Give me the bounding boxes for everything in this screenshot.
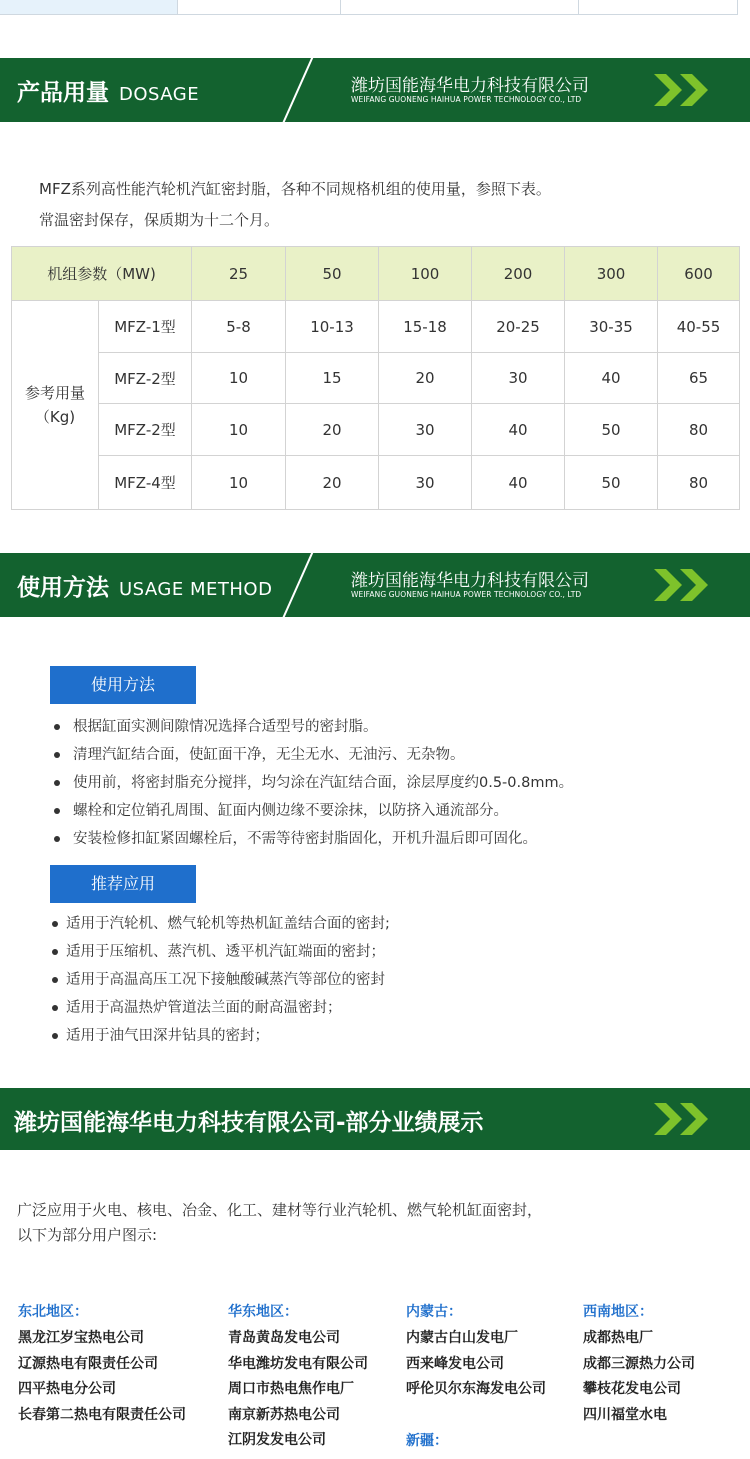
value-cell: 80 [658, 404, 740, 456]
region-southwest [583, 1303, 695, 1431]
value-cell: 30 [472, 353, 565, 404]
usage-method-tag: 使用方法 [50, 666, 196, 704]
value-cell: 20-25 [472, 301, 565, 353]
performance-intro-line1: 广泛应用于火电、核电、冶金、化工、建材等行业汽轮机、燃气轮机缸面密封， [17, 1201, 543, 1219]
region-title: 新疆： [406, 1433, 448, 1449]
double-chevron-right-icon [654, 72, 712, 108]
model-cell: MFZ-1型 [99, 301, 192, 353]
value-cell: 10 [192, 353, 286, 404]
list-item-text: 根据缸面实测间隙情况选择合适型号的密封脂。 [73, 719, 378, 735]
list-item [54, 741, 573, 769]
usage-method-list [54, 713, 573, 853]
customer-item: 辽源热电有限责任公司 [18, 1355, 158, 1372]
table-row [12, 353, 740, 404]
table-fragment-cell [341, 0, 579, 15]
value-cell: 50 [565, 456, 658, 510]
table-row [12, 301, 740, 353]
value-cell: 20 [286, 456, 379, 510]
banner-divider [280, 553, 314, 617]
performance-intro-line2: 以下为部分用户图示: [17, 1226, 158, 1244]
region-inner-mongolia [406, 1303, 546, 1406]
bullet-dot [54, 780, 60, 786]
list-item [52, 966, 390, 994]
value-cell: 50 [565, 404, 658, 456]
value-cell: 10-13 [286, 301, 379, 353]
reference-dosage-header [12, 301, 99, 510]
section-title-en: DOSAGE [119, 84, 200, 105]
value-cell: 15 [286, 353, 379, 404]
value-cell: 80 [658, 456, 740, 510]
row-header-line2: （Kg) [34, 408, 76, 426]
value-cell: 30-35 [565, 301, 658, 353]
section-title: 潍坊国能海华电力科技有限公司-部分业绩展示 [14, 1110, 484, 1136]
model-cell: MFZ-2型 [99, 404, 192, 456]
list-item [54, 769, 573, 797]
list-item-text: 清理汽缸结合面，使缸面干净，无尘无水、无油污、无杂物。 [73, 747, 465, 763]
customer-item: 四平热电分公司 [18, 1381, 116, 1397]
recommended-application-tag: 推荐应用 [50, 865, 196, 903]
value-cell: 20 [379, 353, 472, 404]
dosage-section-banner [0, 58, 750, 122]
table-fragment-cell [178, 0, 341, 15]
list-item-text: 适用于高温热炉管道法兰面的耐高温密封； [66, 1000, 342, 1016]
value-cell: 30 [379, 404, 472, 456]
list-item [54, 797, 573, 825]
customer-item: 长春第二热电有限责任公司 [18, 1406, 186, 1423]
customer-item: 周口市热电焦作电厂 [228, 1381, 354, 1397]
banner-divider [280, 58, 314, 122]
region-title: 东北地区： [18, 1304, 88, 1320]
list-item-text: 适用于汽轮机、燃气轮机等热机缸盖结合面的密封; [66, 916, 390, 932]
list-item [52, 910, 390, 938]
region-northeast [18, 1303, 186, 1431]
dosage-intro-line1: MFZ系列高性能汽轮机汽缸密封脂，各种不同规格机组的使用量，参照下表。 [39, 180, 551, 198]
customer-item: 南京新苏热电公司 [228, 1406, 340, 1423]
list-item-text: 适用于压缩机、蒸汽机、透平机汽缸端面的密封； [66, 944, 385, 960]
value-cell: 40 [565, 353, 658, 404]
value-cell: 10 [192, 404, 286, 456]
double-chevron-right-icon [654, 567, 712, 603]
value-cell: 65 [658, 353, 740, 404]
region-title: 西南地区： [583, 1304, 653, 1320]
bullet-dot [54, 808, 60, 814]
list-item-text: 适用于油气田深井钻具的密封； [66, 1028, 269, 1044]
usage-section-banner [0, 553, 750, 617]
top-table-fragment [0, 0, 750, 15]
list-item [52, 994, 390, 1022]
param-label-cell: 机组参数（MW) [12, 247, 192, 301]
bullet-dot [54, 752, 60, 758]
section-title-en: USAGE METHOD [119, 579, 273, 600]
list-item [52, 1022, 390, 1050]
list-item [54, 713, 573, 741]
bullet-dot [54, 724, 60, 730]
table-row [12, 404, 740, 456]
capacity-cell: 600 [658, 247, 740, 301]
company-name-en: WEIFANG GUONENG HAIHUA POWER TECHNOLOGY CO., LTD [351, 590, 582, 599]
region-xinjiang [406, 1432, 448, 1458]
model-cell: MFZ-2型 [99, 353, 192, 404]
bullet-dot [52, 1005, 58, 1011]
dosage-table [11, 246, 740, 510]
company-name: 潍坊国能海华电力科技有限公司 [351, 571, 589, 591]
value-cell: 20 [286, 404, 379, 456]
customer-item: 江阴发发电公司 [228, 1432, 326, 1448]
customer-item: 西来峰发电公司 [406, 1355, 504, 1372]
list-item-text: 适用于高温高压工况下接触酸碱蒸汽等部位的密封 [66, 972, 385, 988]
list-item-text: 安装检修扣缸紧固螺栓后，不需等待密封脂固化，开机升温后即可固化。 [73, 831, 537, 847]
dosage-intro-line2: 常温密封保存，保质期为十二个月。 [39, 211, 280, 229]
value-cell: 40 [472, 404, 565, 456]
bullet-dot [52, 1033, 58, 1039]
capacity-cell: 50 [286, 247, 379, 301]
capacity-cell: 25 [192, 247, 286, 301]
value-cell: 40-55 [658, 301, 740, 353]
bullet-dot [52, 949, 58, 955]
value-cell: 5-8 [192, 301, 286, 353]
list-item-text: 使用前，将密封脂充分搅拌，均匀涂在汽缸结合面，涂层厚度约0.5-0.8mm。 [73, 775, 574, 791]
list-item-text: 螺栓和定位销孔周围、缸面内侧边缘不要涂抹，以防挤入通流部分。 [73, 803, 508, 819]
customer-item: 攀枝花发电公司 [583, 1381, 681, 1397]
model-cell: MFZ-4型 [99, 456, 192, 510]
customer-item: 成都三源热力公司 [583, 1355, 695, 1372]
performance-section-banner [0, 1088, 750, 1150]
recommended-application-list [52, 910, 390, 1050]
customer-item: 呼伦贝尔东海发电公司 [406, 1381, 546, 1397]
table-fragment-cell [579, 0, 738, 15]
double-chevron-right-icon [654, 1101, 712, 1137]
value-cell: 30 [379, 456, 472, 510]
bullet-dot [54, 836, 60, 842]
section-title-cn: 使用方法 [17, 575, 109, 601]
company-name: 潍坊国能海华电力科技有限公司 [351, 76, 589, 96]
customer-item: 内蒙古白山发电厂 [406, 1330, 518, 1346]
bullet-dot [52, 921, 58, 927]
table-fragment-cell [0, 0, 178, 15]
table-header-row [12, 247, 740, 301]
customer-item: 华电潍坊发电有限公司 [228, 1355, 368, 1372]
capacity-cell: 200 [472, 247, 565, 301]
value-cell: 10 [192, 456, 286, 510]
region-east-china [228, 1303, 368, 1457]
customer-item: 青岛黄岛发电公司 [228, 1330, 340, 1346]
section-title-cn: 产品用量 [17, 80, 109, 106]
bullet-dot [52, 977, 58, 983]
section-title [17, 74, 199, 107]
value-cell: 40 [472, 456, 565, 510]
list-item [54, 825, 573, 853]
table-row [12, 456, 740, 510]
customer-item: 成都热电厂 [583, 1330, 653, 1346]
customer-item: 黑龙江岁宝热电公司 [18, 1330, 144, 1346]
row-header-line1: 参考用量 [24, 384, 85, 402]
capacity-cell: 300 [565, 247, 658, 301]
value-cell: 15-18 [379, 301, 472, 353]
company-name-en: WEIFANG GUONENG HAIHUA POWER TECHNOLOGY CO., LTD [351, 95, 582, 104]
capacity-cell: 100 [379, 247, 472, 301]
list-item [52, 938, 390, 966]
region-title: 华东地区： [228, 1304, 298, 1320]
customer-item: 四川福堂水电 [583, 1406, 667, 1423]
section-title [17, 569, 272, 602]
region-title: 内蒙古： [406, 1304, 462, 1320]
